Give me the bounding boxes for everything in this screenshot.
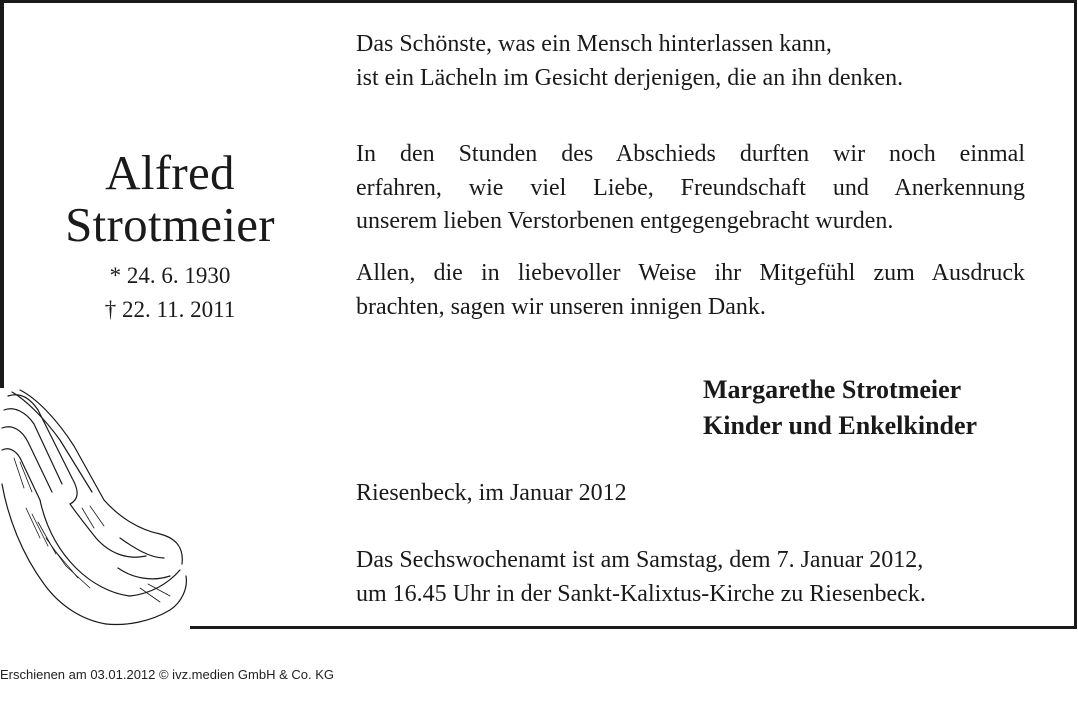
last-name: Strotmeier xyxy=(65,197,275,252)
mass-line: um 16.45 Uhr in der Sankt-Kalixtus-Kirche zu Riesenbeck. xyxy=(356,580,926,607)
publication-footer: Erschienen am 03.01.2012 © ivz.medien GmbH & Co. KG xyxy=(0,667,335,682)
quote xyxy=(356,28,1025,95)
birth-date: * 24. 6. 1930 xyxy=(109,263,231,288)
deceased-name xyxy=(10,147,330,251)
signature-line: Margarethe Strotmeier xyxy=(703,375,962,404)
mass-line: Das Sechswochenamt ist am Samstag, dem 7. Januar 2012, xyxy=(356,547,924,573)
signature-block xyxy=(703,372,977,444)
paragraph-line: Allen, die in liebevoller Weise ihr Mitgefühl zum Ausdruck xyxy=(356,260,1025,286)
first-name: Alfred xyxy=(105,145,235,200)
praying-hands-icon xyxy=(0,388,190,633)
life-dates xyxy=(10,259,330,327)
place-date: Riesenbeck, im Januar 2012 xyxy=(356,480,627,506)
memorial-mass-info xyxy=(356,544,1025,611)
paragraph-line: brachten, sagen wir unseren innigen Dank. xyxy=(356,293,766,320)
paragraph-line: unserem lieben Verstorbenen entgegengebracht wurden. xyxy=(356,208,894,234)
death-date: † 22. 11. 2011 xyxy=(104,297,236,322)
quote-line: ist ein Lächeln im Gesicht derjenigen, die an ihn denken. xyxy=(356,64,904,91)
gratitude-paragraph xyxy=(356,257,1025,324)
paragraph-line: In den Stunden des Abschieds durften wir noch einmal xyxy=(356,141,1025,167)
quote-line: Das Schönste, was ein Mensch hinterlassen kann, xyxy=(356,31,832,57)
paragraph-line: erfahren, wie viel Liebe, Freundschaft und Anerkennung xyxy=(356,174,1025,201)
thanks-paragraph xyxy=(356,138,1025,239)
signature-line: Kinder und Enkelkinder xyxy=(703,411,978,440)
